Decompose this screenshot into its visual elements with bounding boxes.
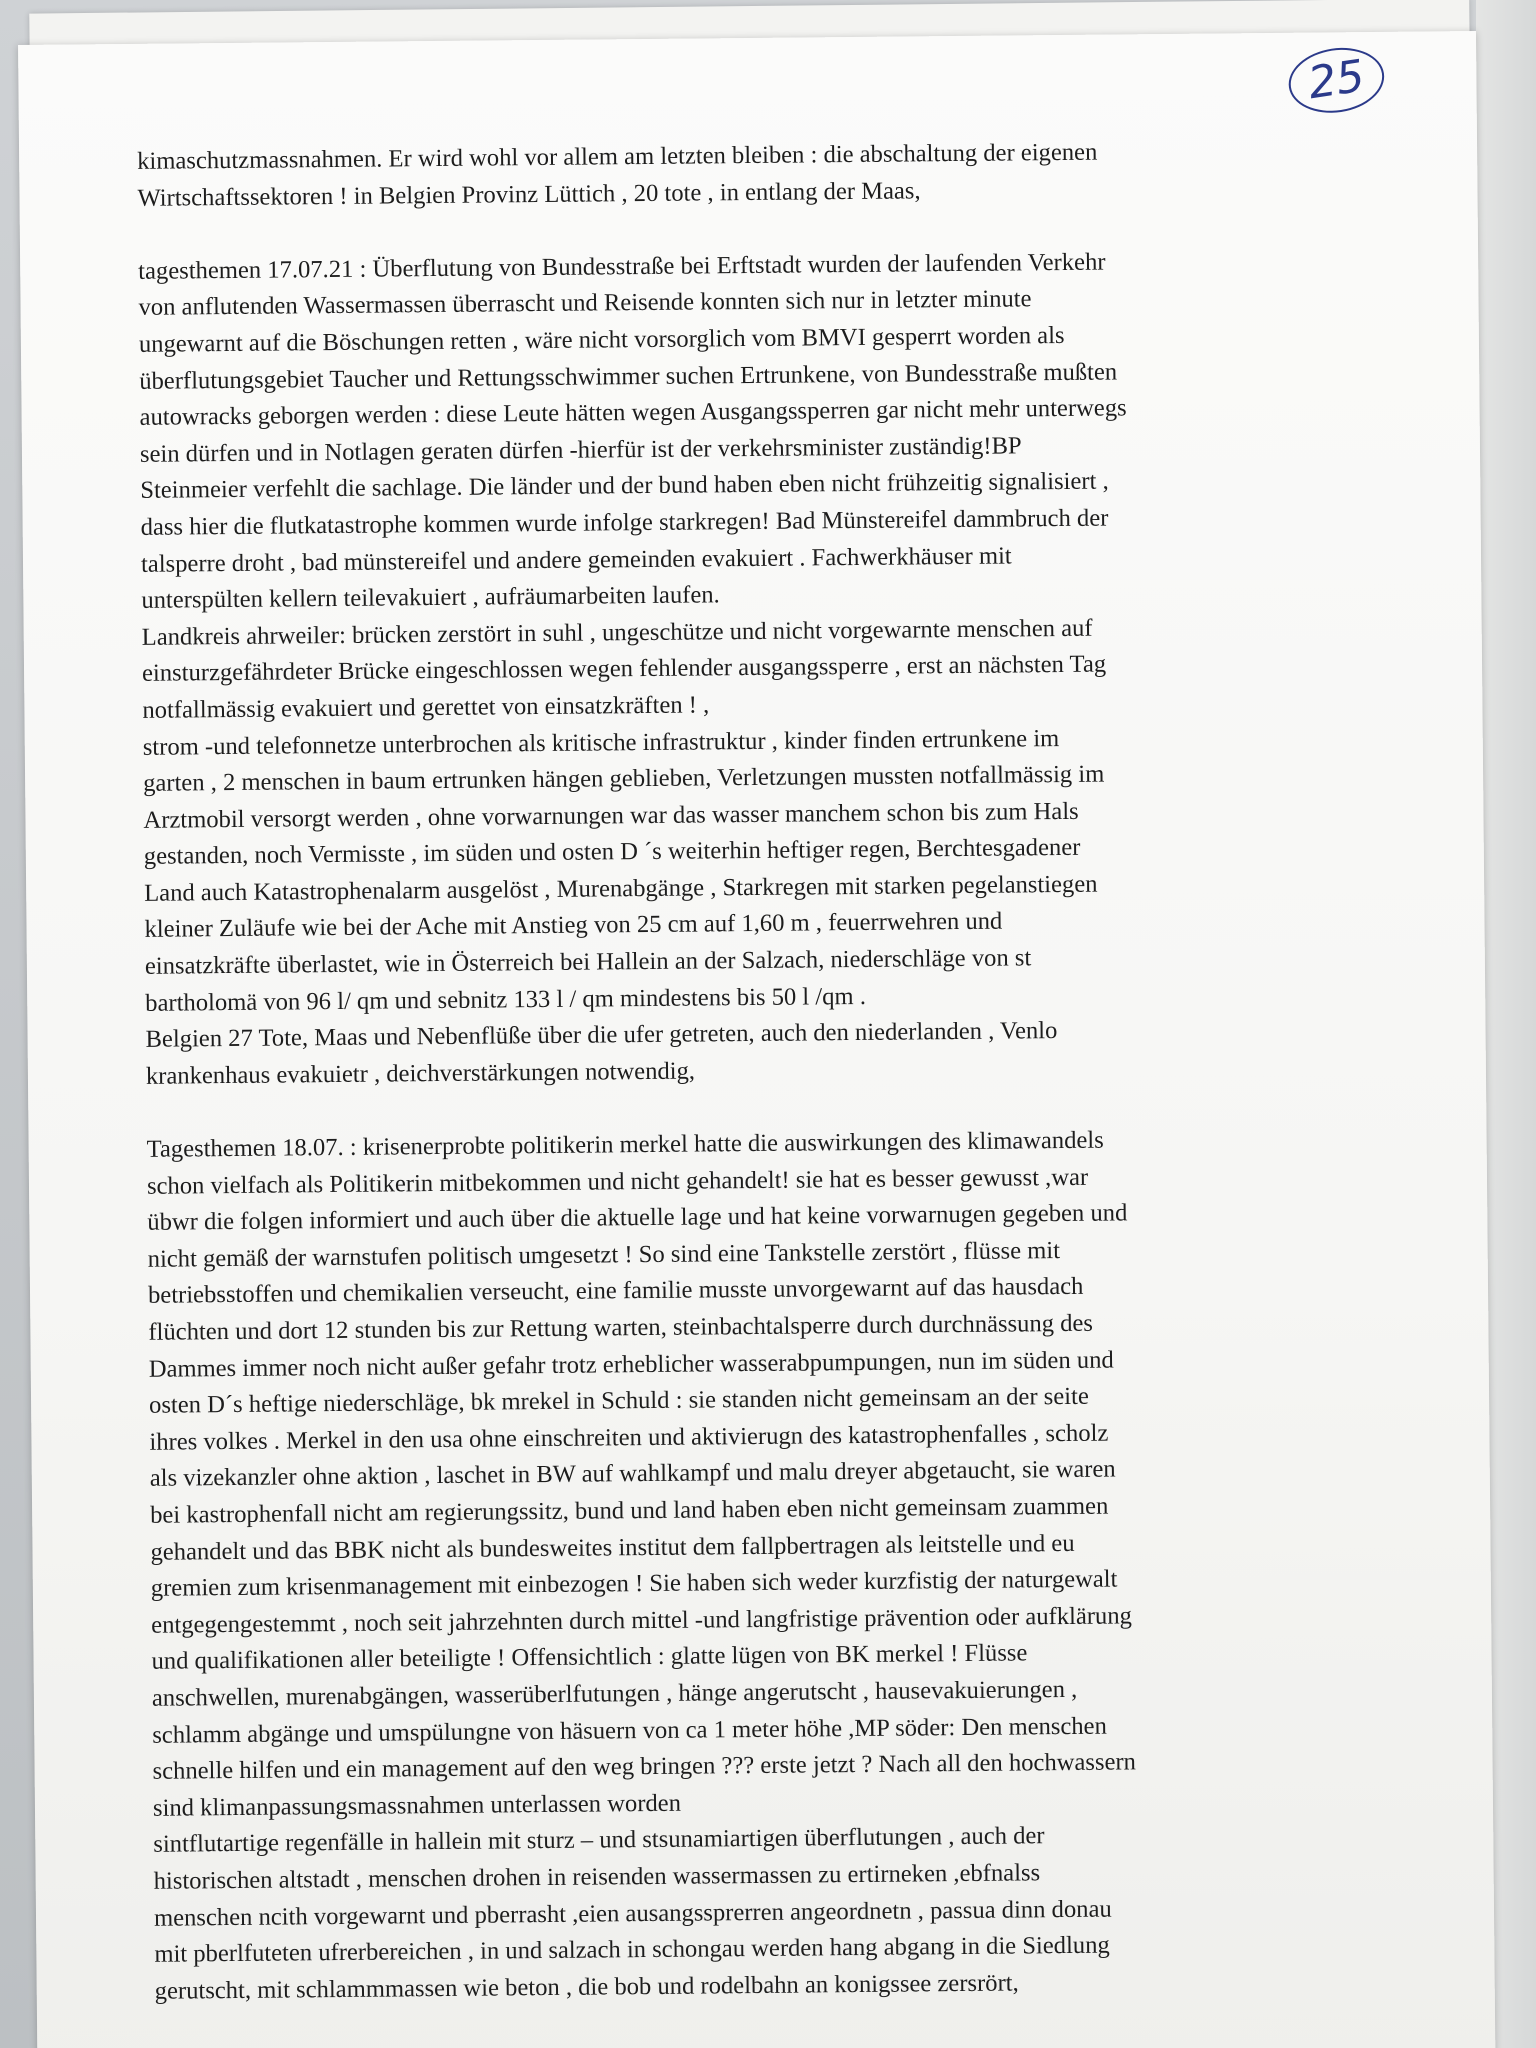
- text-line: historischen altstadt , menschen drohen in reisenden wassermassen zu ertirneken ,ebfnalss: [153, 1859, 1041, 1895]
- text-line: nicht gemäß der warnstufen politisch umgesetzt ! So sind eine Tankstelle zerstört , flüsse mit: [147, 1236, 1061, 1273]
- text-line: gestanden, noch Vermisste , im süden und osten D ´s weiterhin heftiger regen, Berchtesgadener: [143, 834, 1081, 871]
- text-line: Steinmeier verfehlt die sachlage. Die länder und der bund haben eben nicht frühzeitig signalisiert ,: [140, 467, 1109, 505]
- text-line: gremien zum krisenmanagement mit einbezogen ! Sie haben sich weder kurzfistig der naturgewalt: [150, 1565, 1118, 1602]
- text-line: als vizekanzler ohne aktion , laschet in BW auf wahlkampf und malu dreyer abgetaucht, sie waren: [149, 1455, 1116, 1493]
- text-line: kimaschutzmassnahmen. Er wird wohl vor allem am letzten bleiben : die abschaltung der eigenen: [137, 138, 1098, 175]
- document-page: [18, 31, 1496, 2048]
- text-line: schon vielfach als Politikerin mitbekommen und nicht gehandelt! sie hat es besser gewusst ,war: [146, 1163, 1089, 1200]
- text-line: schnelle hilfen und ein management auf den weg bringen ??? erste jetzt ? Nach all den hochwassern: [152, 1748, 1137, 1785]
- text-line: schlamm abgänge und umspülungne von häsuern von ca 1 meter höhe ,MP söder: Den menschen: [152, 1712, 1107, 1749]
- text-line: notfallmässig evakuiert und gerettet von einsatzkräften ! ,: [142, 691, 710, 724]
- text-line: krankenhaus evakuietr , deichverstärkungen notwendig,: [145, 1057, 696, 1090]
- text-line: garten , 2 menschen in baum ertrunken hängen geblieben, Verletzungen mussten notfallmässig im: [142, 760, 1105, 797]
- text-line: mit pberlfuteten ufrerbereichen , in und salzach in schongau werden hang abgang in die Siedlung: [154, 1931, 1110, 1968]
- text-line: ungewarnt auf die Böschungen retten , wäre nicht vorsorglich vom BMVI gesperrt worden als: [138, 321, 1065, 358]
- text-line: sind klimanpassungsmassnahmen unterlassen worden: [152, 1789, 682, 1822]
- text-line: bei kastrophenfall nicht am regierungssitz, bund und land haben eben nicht gemeinsam zuammen: [150, 1492, 1109, 1529]
- text-line: Landkreis ahrweiler: brücken zerstört in suhl , ungeschütze und nicht vorgewarnte menschen auf: [141, 614, 1093, 651]
- text-line: sintflutartige regenfälle in hallein mit sturz – und stsunamiartigen überflutungen , auch der: [153, 1822, 1045, 1859]
- text-line: kleiner Zuläufe wie bei der Ache mit Anstieg von 25 cm auf 1,60 m , feuerrwehren und: [144, 908, 1003, 944]
- text-line: betriebsstoffen und chemikalien verseucht, eine familie musste unvorgewarnt auf das hausdach: [147, 1273, 1084, 1310]
- paragraph: [138, 242, 1376, 1095]
- text-line: menschen ncith vorgewarnt und pberrasht ,eien ausangssprerren angeordnetn , passua dinn donau: [153, 1895, 1112, 1932]
- text-line: einsatzkräfte überlastet, wie in Österreich bei Hallein an der Salzach, niederschläge von st: [144, 944, 1032, 980]
- text-line: sein dürfen und in Notlagen geraten dürfen -hierfür ist der verkehrsminister zuständig!BP: [139, 432, 1022, 468]
- text-line: Land auch Katastrophenalarm ausgelöst , Murenabgänge , Starkregen mit starken pegelanstiegen: [144, 870, 1098, 907]
- text-line: überflutungsgebiet Taucher und Rettungsschwimmer suchen Ertrunkene, von Bundesstraße mußten: [139, 358, 1118, 395]
- text-line: Arztmobil versorgt werden , ohne vorwarnungen war das wasser manchem schon bis zum Hals: [143, 797, 1079, 834]
- text-line: entgegengestemmt , noch seit jahrzehnten durch mittel -und langfristige prävention oder aufklärung: [151, 1602, 1132, 1639]
- text-line: Tagesthemen 18.07. : krisenerprobte politikerin merkel hatte die auswirkungen des klimawandels: [146, 1126, 1104, 1163]
- text-line: übwr die folgen informiert und auch über die aktuelle lage und hat keine vorwarnugen gegeben und: [147, 1199, 1128, 1237]
- text-line: ihres volkes . Merkel in den usa ohne einschreiten und aktivierugn des katastrophenfalles , scholz: [149, 1419, 1109, 1456]
- text-line: gehandelt und das BBK nicht als bundesweites institut dem fallpbertragen als leitstelle und eu: [150, 1529, 1075, 1566]
- text-line: unterspülten kellern teilevakuiert , aufräumarbeiten laufen.: [141, 581, 720, 614]
- paragraph: [146, 1120, 1384, 2010]
- document-body: [137, 132, 1385, 2010]
- text-line: von anflutenden Wassermassen überrascht und Reisende konnten sich nur in letzter minute: [138, 285, 1032, 322]
- text-line: gerutscht, mit schlammmassen wie beton , die bob und rodelbahn an konigssee zersrört,: [154, 1969, 1019, 2005]
- text-line: talsperre droht , bad münstereifel und andere gemeinden evakuiert . Fachwerkhäuser mit: [140, 542, 1012, 578]
- text-line: tagesthemen 17.07.21 : Überflutung von Bundesstraße bei Erftstadt wurden der laufenden Verkehr: [138, 248, 1106, 285]
- page-number-annotation: 25: [1284, 42, 1388, 120]
- text-line: flüchten und dort 12 stunden bis zur Rettung warten, steinbachtalsperre durch durchnässung des: [148, 1309, 1094, 1346]
- paragraph: [137, 132, 1368, 217]
- text-line: anschwellen, murenabgängen, wasserüberlfutungen , hänge angerutscht , hausevakuierungen ,: [151, 1675, 1078, 1712]
- text-line: dass hier die flutkatastrophe kommen wurde infolge starkregen! Bad Münstereifel dammbruch der: [140, 504, 1109, 541]
- text-line: strom -und telefonnetze unterbrochen als kritische infrastruktur , kinder finden ertrunkene im: [142, 724, 1060, 761]
- text-line: und qualifikationen aller beteiligte ! Offensichtlich : glatte lügen von BK merkel ! Flüsse: [151, 1639, 1028, 1676]
- text-line: einsturzgefährdeter Brücke eingeschlossen wegen fehlender ausgangssperre , erst an nächsten Tag: [141, 650, 1107, 688]
- text-line: Dammes immer noch nicht außer gefahr trotz erheblicher wasserabpumpungen, nun im süden und: [148, 1346, 1114, 1383]
- text-line: bartholomä von 96 l/ qm und sebnitz 133 l / qm mindestens bis 50 l /qm .: [145, 982, 867, 1017]
- text-line: Wirtschaftssektoren ! in Belgien Provinz Lüttich , 20 tote , in entlang der Maas,: [137, 176, 921, 212]
- text-line: autowracks geborgen werden : diese Leute hätten wegen Ausgangssperren gar nicht mehr unterwegs: [139, 394, 1127, 432]
- text-line: Belgien 27 Tote, Maas und Nebenflüße über die ufer getreten, auch den niederlanden , Venlo: [145, 1017, 1058, 1054]
- text-line: osten D´s heftige niederschläge, bk mrekel in Schuld : sie standen nicht gemeinsam an der seite: [148, 1382, 1089, 1419]
